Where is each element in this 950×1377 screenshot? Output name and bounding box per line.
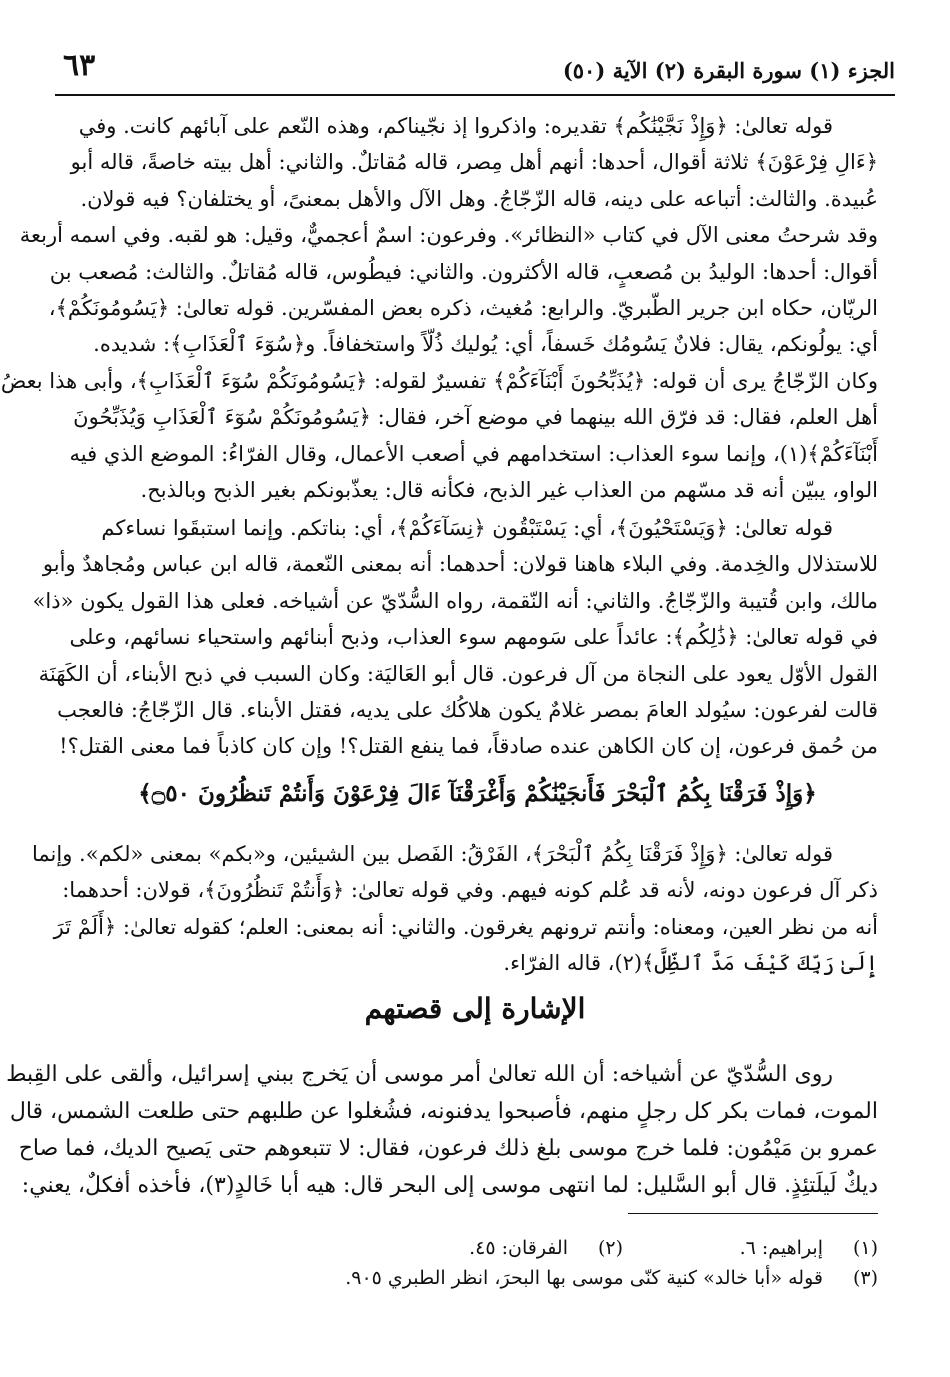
- text-line: مالك، وابن قُتيبة والزّجّاجُ. والثاني: أنه النّقمة، رواه السُّدّيّ عن أشياخه. فعلى هذا القول يكون «ذا»: [32, 588, 878, 613]
- footnote-text: الفرقان: ٤٥.: [469, 1237, 568, 1259]
- text-line: وكان الزّجّاجُ يرى أن قوله: ﴿يُذَبِّحُونَ أَبْنَآءَكُمْ﴾ تفسيرٌ لقوله: ﴿يَسُومُونَكُمْ سُوٓءَ ٱلْعَذَابِ﴾، وأبى هذا بعضُ: [0, 368, 878, 393]
- paragraph-3: [32, 836, 878, 982]
- quran-verse: ﴿وَإِذْ فَرَقْنَا بِكُمُ ٱلْبَحْرَ فَأَنجَيْنَٰكُمْ وَأَغْرَقْنَآ ءَالَ فِرْعَوْنَ وَأَنتُمْ تَنظُرُونَ ۝٥٠﴾: [138, 780, 817, 807]
- footnote-number: (١): [852, 1237, 878, 1259]
- text-line: ﴿ءَالِ فِرْعَوْنَ﴾ ثلاثة أقوال، أحدها: أنهم أهل مِصر، قاله مُقاتلٌ. والثاني: أهل بيته خاصةً، قاله أبو: [70, 150, 878, 175]
- text-line: أي: يولُونكم، يقال: فلانٌ يَسُومُك خَسفاً، أي: يُوليك ذُلّاً واستخفافاً. و﴿سُوٓءَ ٱلْعَذَابِ﴾: شديده.: [93, 332, 878, 357]
- text-line: ذكر آل فرعون دونه، لأنه قد عُلم كونه فيهم. وفي قوله تعالىٰ: ﴿وَأَنتُمْ تَنظُرُونَ﴾، قولان: أحدهما:: [62, 878, 878, 903]
- text-line: قوله تعالىٰ: ﴿وَيَسْتَحْيُونَ﴾، أي: يَسْتَبْقُون ﴿نِسَآءَكُمْ﴾، أي: بناتكم. وإنما استبقَوا نساءكم: [101, 516, 833, 540]
- text-line: إِلَىٰ رَبِّكَ كَيْفَ مَدَّ ٱلظِّلَّ﴾(٢)، قاله الفرّاء.: [503, 951, 878, 976]
- text-line: أَبْنَآءَكُمْ﴾(١)، وإنما سوء العذاب: استخدامهم في أصعب الأعمال، وقال الفرّاءُ: الموضع الذي فيه: [69, 441, 878, 466]
- text-line: للاستذلال والخِدمة. وفي البلاء هاهنا قولان: أحدهما: أنه بمعنى النّعمة، قاله ابن عباس ومُجاهدٌ وأبو: [42, 552, 878, 577]
- text-line: قالت لفرعون: سيُولد العامَ بمصر غلامٌ يكون هلاكُك على يديه، فقتل الأبناء. قال الزّجّاجُ: فالعجب: [57, 697, 878, 722]
- footnote-row: [78, 1263, 878, 1293]
- footnote-text: إبراهيم: ٦.: [739, 1237, 823, 1259]
- text-line: ديكٌ لَيلَتئِذٍ. قال أبو السَّليل: لما انتهى موسى إلى البحر قال: هيه أبا خَالدٍ(٣)، فأخذه أفكلٌ، يعني:: [21, 1173, 878, 1198]
- page-number: ٦٣: [63, 48, 96, 83]
- text-line: القول الأوّل يعود على النجاة من آل فرعون. قال أبو العَاليَة: وكان السبب في ذبح الأبناء، أن الكَهَنَة: [38, 661, 878, 686]
- footnote-row: [78, 1233, 878, 1263]
- text-line: الواو، يبيّن أنه قد مسّهم من العذاب غير الذبح، فكأنه قال: يعذّبونكم بغير الذبح وبالذبح.: [140, 477, 878, 502]
- header-divider: [55, 94, 895, 96]
- text-line: في قوله تعالىٰ: ﴿ذَٰلِكُم﴾: عائداً على سَومهم سوء العذاب، وذبح أبنائهم واستحياء نسائهم، وعلى: [69, 625, 878, 650]
- footnotes: [78, 1233, 878, 1293]
- footnote-text: قوله «أبا خالد» كنية كنّى موسى بها البحرَ، انظر الطبري ٩٠٥.: [345, 1267, 823, 1289]
- text-line: عمرو بن مَيْمُون: فلما خرج موسى بلغ ذلك فرعون، فقال: لا تتبعوهم حتى يَصيح الديك، فما صاح: [18, 1136, 878, 1161]
- paragraph-1: [0, 108, 878, 508]
- text-line: روى السُّدّيّ عن أشياخه: أن الله تعالىٰ أمر موسى أن يَخرج ببني إسرائيل، وألقى على القِبط: [6, 1062, 833, 1087]
- text-line: من حُمق فرعون، إن كان الكاهن عنده صادقاً، فما ينفع القتل؟! وإن كان كاذباً فما معنى القتل؟!: [59, 734, 878, 759]
- text-line: أهل العلم، فقال: قد فرّق الله بينهما في موضع آخر، فقال: ﴿يَسُومُونَكُمْ سُوٓءَ ٱلْعَذَابِ وَيُذَبِّحُونَ: [73, 405, 878, 430]
- text-line: قوله تعالىٰ: ﴿وَإِذْ فَرَقْنَا بِكُمُ ٱلْبَحْرَ﴾، الفَرْقُ: الفَصل بين الشيئين، و«بكم» بمعنى «لكم». وإنما: [32, 842, 833, 866]
- footnote-number: (٢): [597, 1237, 623, 1259]
- text-line: أنه من نظر العين، ومعناه: وأنتم ترونهم يغرقون. والثاني: أنه بمعنى: العلم؛ كقوله تعالىٰ: ﴿أَلَمْ تَرَ: [53, 914, 878, 939]
- text-line: وقد شرحتُ معنى الآل في كتاب «النظائر». وفرعون: اسمٌ أعجميٌّ، وقيل: هو لقبه. وفي اسمه أربعة: [19, 223, 878, 248]
- footnote-number: (٣): [852, 1267, 878, 1289]
- text-line: عُبيدة. والثالث: أتباعه على دينه، قاله الزّجّاجُ. وهل الآل والأهل بمعنىً، أو يختلفان؟ فيه قولان.: [80, 186, 878, 211]
- page-header: [55, 48, 895, 92]
- paragraph-4: [6, 1056, 878, 1204]
- running-title: الجزء (١) سورة البقرة (٢) الآية (٥٠): [562, 58, 895, 83]
- section-heading: الإشارة إلى قصتهم: [364, 992, 586, 1025]
- text-line: أقوال: أحدها: الوليدُ بن مُصعبٍ، قاله الأكثرون. والثاني: فيطُوس، قاله مُقاتلٌ. والثالث: مُصعب بن: [49, 259, 878, 284]
- text-line: الموت، فمات بكر كل رجلٍ منهم، فأصبحوا يدفنونه، فشُغلوا عن طلبهم حتى طلعت الشمس، قال: [9, 1099, 878, 1124]
- text-line: الريّان، حكاه ابن جرير الطّبريّ. والرابع: مُغيث، ذكره بعض المفسّرين. قوله تعالىٰ: ﴿يَسُومُونَكُمْ﴾،: [48, 295, 878, 320]
- text-line: قوله تعالىٰ: ﴿وَإِذْ نَجَّيْنَٰكُم﴾ تقديره: واذكروا إذ نجّيناكم، وهذه النّعم على آبائهم كانت. وفي: [78, 114, 833, 138]
- footnote-divider: [628, 1213, 878, 1214]
- paragraph-2: [32, 510, 878, 765]
